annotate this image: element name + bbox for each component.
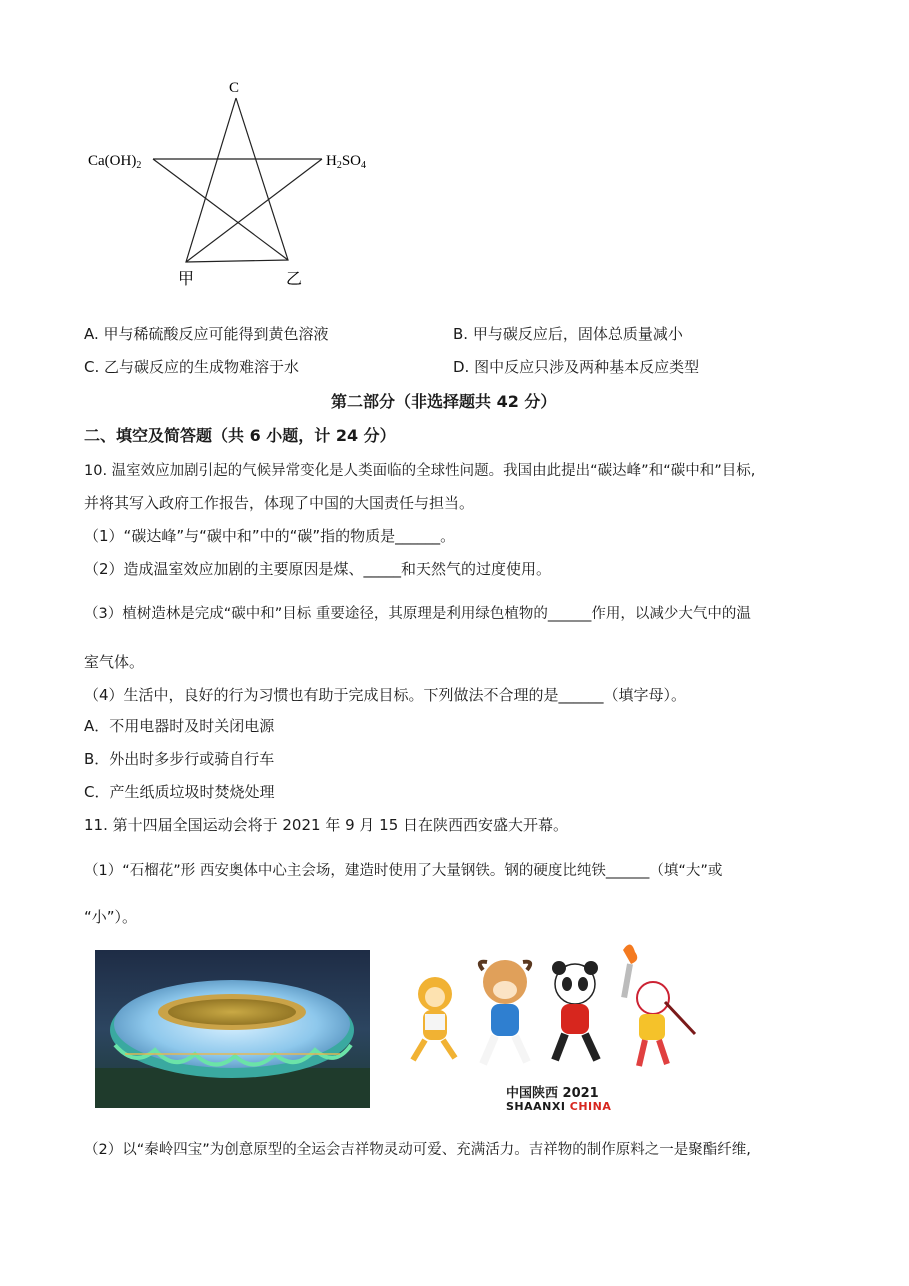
q10-part3-line1: （3）植树造林是完成“碳中和”目标 重要途径，其原理是利用绿色植物的______作用，以减少大气中的温 [84,606,751,622]
q11-part1-line1: （1）“石榴花”形 西安奥体中心主会场，建造时使用了大量钢铁。钢的硬度比纯铁______（填“大”或 [84,863,723,879]
q10-stem-line1: 10. 温室效应加剧引起的气候异常变化是人类面临的全球性问题。我国由此提出“碳达峰”和“碳中和”目标, [84,463,756,479]
q9-option-b: B. 甲与碳反应后，固体总质量减小 [453,325,683,343]
q10-option-c: C．产生纸质垃圾时焚烧处理 [84,783,275,801]
logo-english-text: SHAANXI CHINA [506,1100,612,1113]
part-two-title: 第二部分（非选择题共 42 分） [331,392,557,411]
node-caoh2: $Ca(OH)_2$ [88,153,142,171]
panda-mascot [552,961,598,1060]
mascots-illustration [395,942,715,1082]
section-two-title: 二、填空及简答题（共 6 小题，计 24 分） [84,426,396,445]
logo-chinese-text: 中国陕西 2021 [506,1086,599,1101]
golden-monkey-mascot [413,977,455,1060]
q10-stem-line2: 并将其写入政府工作报告，体现了中国的大国责任与担当。 [84,494,475,512]
star-edge [153,159,288,260]
star-reaction-diagram [80,70,400,300]
mascot-image [395,942,715,1120]
q9-option-d: D. 图中反应只涉及两种基本反应类型 [453,358,700,376]
q11-part2: （2）以“秦岭四宝”为创意原型的全运会吉祥物灵动可爱、充满活力。吉祥物的制作原料之一是聚酯纤维, [84,1142,751,1158]
q10-option-a: A．不用电器时及时关闭电源 [84,717,275,735]
node-yi: 乙 [286,269,303,288]
q10-part4: （4）生活中，良好的行为习惯也有助于完成目标。下列做法不合理的是______（填字母）。 [84,686,687,704]
node-jia: 甲 [178,269,195,288]
q10-part2: （2）造成温室效应加剧的主要原因是煤、_____和天然气的过度使用。 [84,560,552,578]
q10-option-b: B．外出时多步行或骑自行车 [84,750,275,768]
star-edge [186,159,322,262]
stadium-photo [95,950,370,1108]
q9-option-c: C. 乙与碳反应的生成物难溶于水 [84,358,300,376]
q10-part3-line2: 室气体。 [84,653,145,671]
crested-ibis-mascot [621,944,695,1066]
star-edge [186,98,288,262]
node-h2so4: $H_2SO_4$ [326,153,367,171]
q11-stem: 11. 第十四届全国运动会将于 2021 年 9 月 15 日在陕西西安盛大开幕。 [84,816,569,834]
q9-option-a: A. 甲与稀硫酸反应可能得到黄色溶液 [84,325,329,343]
q10-part1: （1）“碳达峰”与“碳中和”中的“碳”指的物质是______。 [84,527,456,545]
node-c: C [229,80,240,96]
q11-part1-line2: “小”）。 [84,908,138,926]
takin-mascot [480,960,530,1064]
